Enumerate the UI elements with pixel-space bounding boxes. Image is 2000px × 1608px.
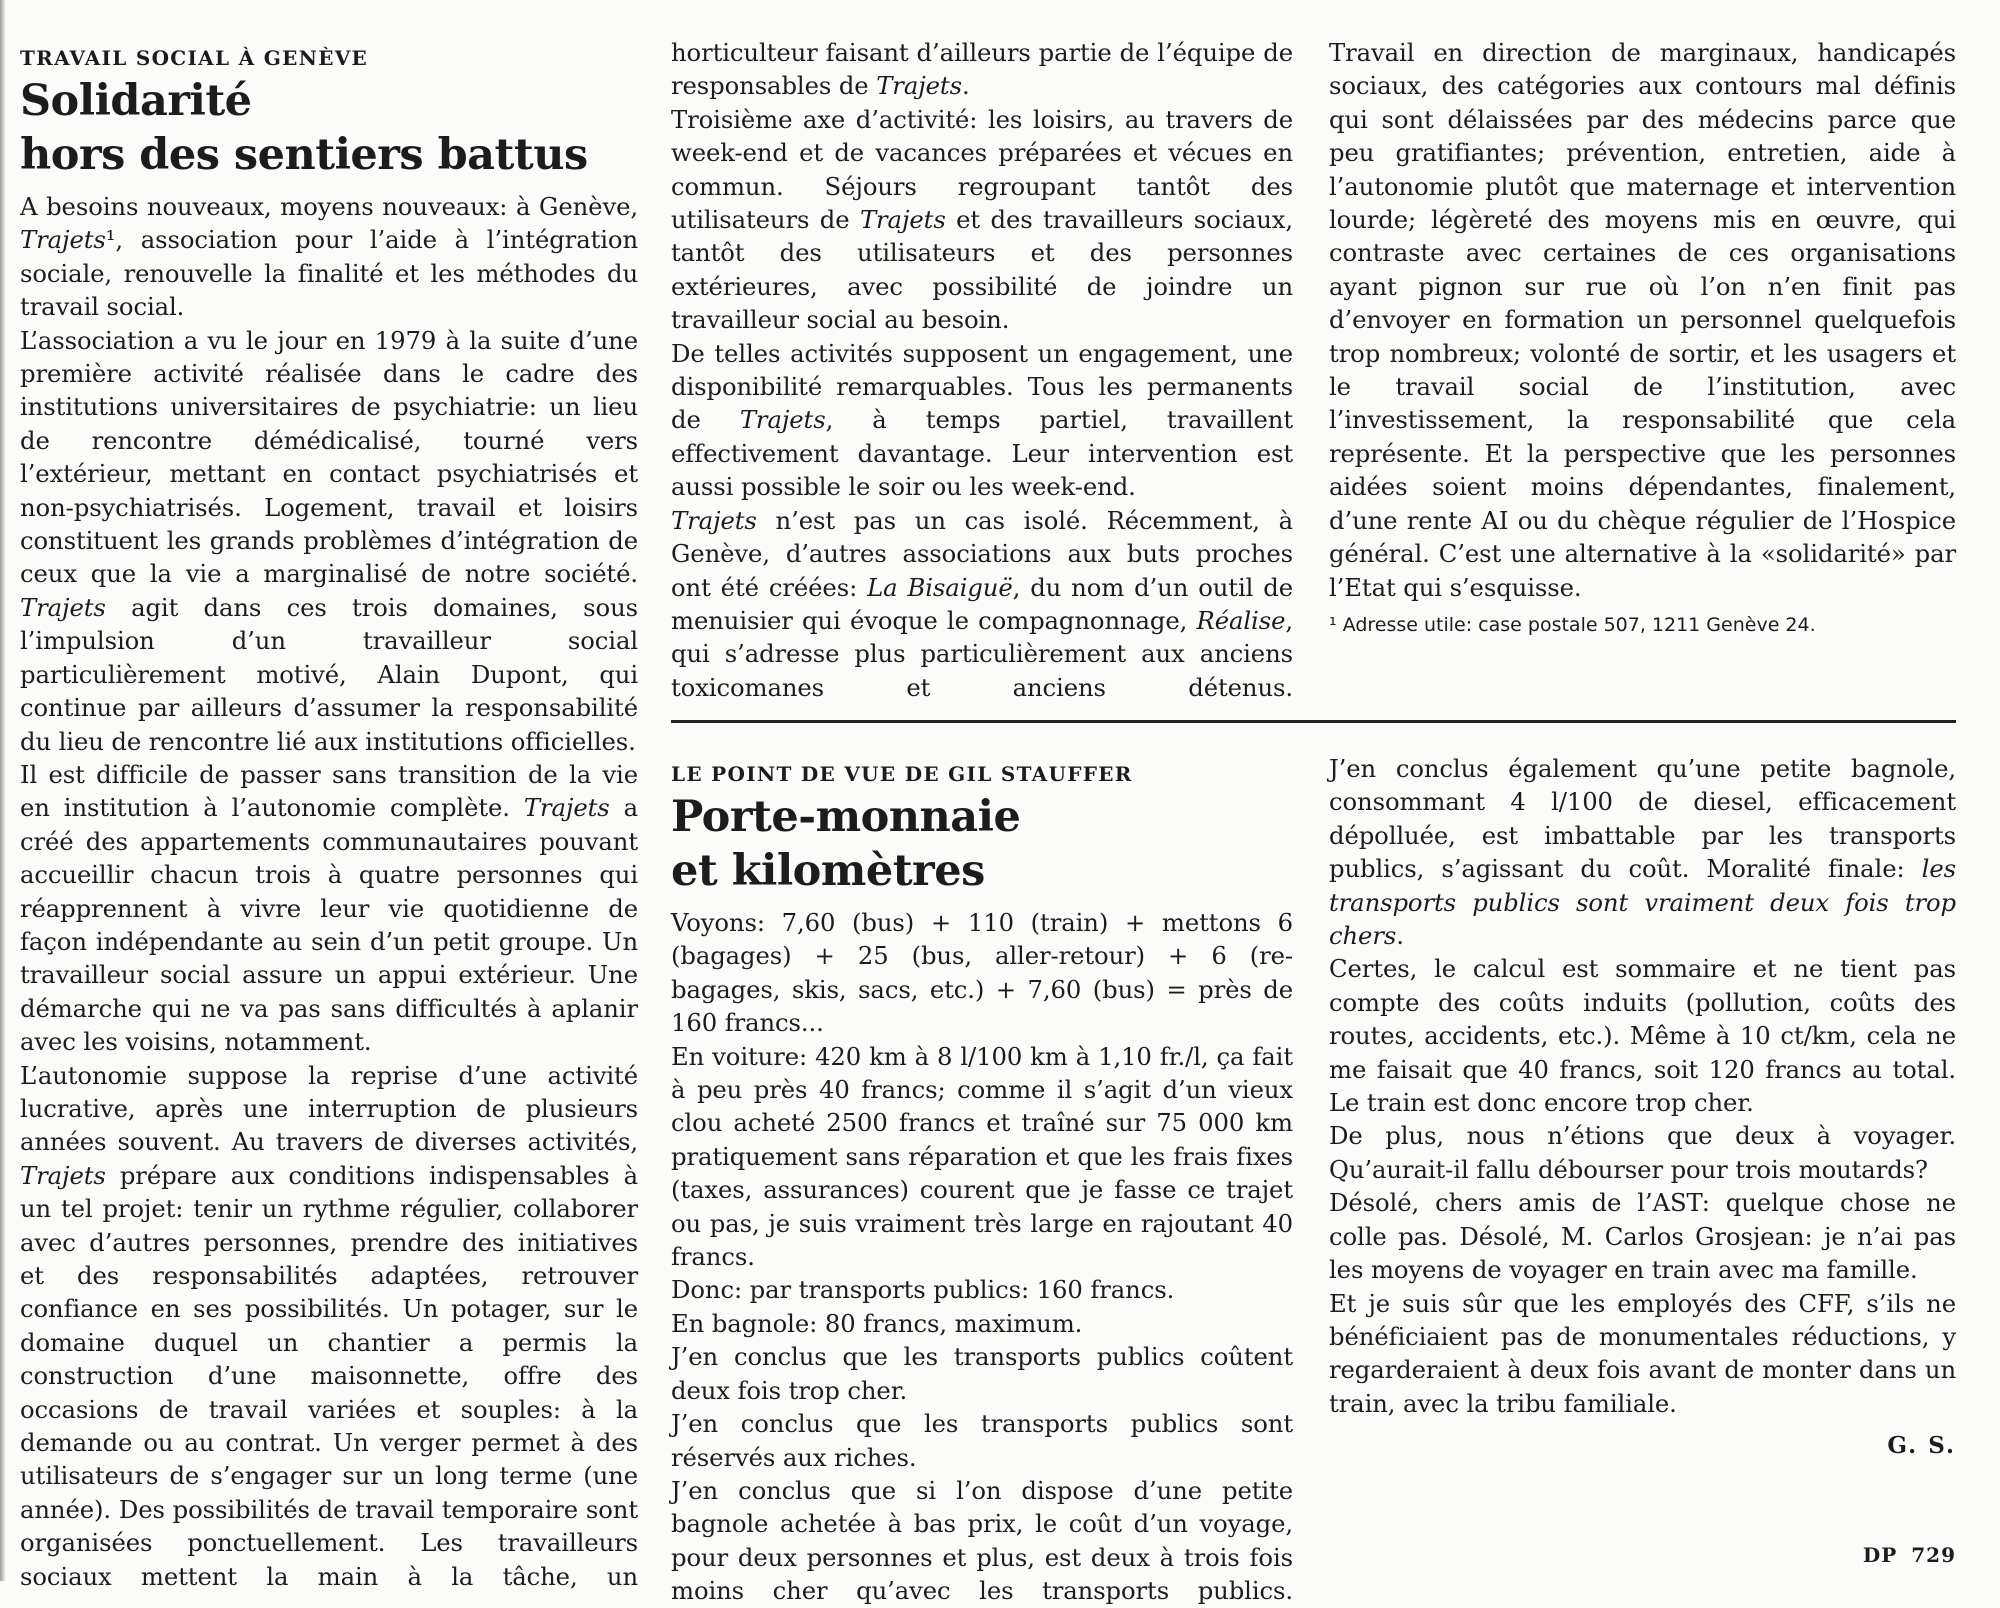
paragraph: J’en conclus que si l’on dispose d’une petite bagnole achetée à bas prix, le coût d’un voyage, pour deux personnes et plus, est deux à trois fois moins cher qu’avec les transports publics.: [671, 1475, 1293, 1606]
page-number-value: 729: [1911, 1543, 1956, 1567]
article1-kicker: TRAVAIL SOCIAL À GENÈVE: [20, 46, 369, 70]
paragraph: Voyons: 7,60 (bus) + 110 (train) + mettons 6 (bagages) + 25 (bus, aller-retour) + 6 (re-bagages, skis, sacs, etc.) + 7,60 (bus) = près de 160 francs...: [671, 908, 1293, 1038]
paragraph: Certes, le calcul est sommaire et ne tient pas compte des coûts induits (pollution, coûts des routes, accidents, etc.). Même à 10 ct/km, cela ne me faisait que 40 francs, soit 120 francs au total. Le train est donc encore trop cher.: [1329, 954, 1956, 1118]
paragraph: L’autonomie suppose la reprise d’une activité lucrative, après une interruption de plusieurs années souvent. Au travers de diverses activités, Trajets prépare aux conditions indispensables à un tel projet: tenir un rythme régulier, collaborer avec d’autres personnes, prendre des initiatives et des responsabilités adaptées, retrouver confiance en ses possibilités. Un potager, sur le domaine duquel un chantier a permis la construction d’une maisonnette, offre des occasions de travail variées et souples: à la demande ou au contrat. Un verger permet à des utilisateurs de s’engager sur un long terme (une année). Des possibilités de travail temporaire sont organisées ponctuellement. Les travailleurs sociaux mettent la main à la tâche, un: [20, 1060, 638, 1591]
paragraph: Troisième axe d’activité: les loisirs, au travers de week-end et de vacances préparées et vécues en commun. Séjours regroupant tantôt des utilisateurs de Trajets et des travailleurs sociaux, tantôt des utilisateurs et des personnes extérieures, avec possibilité de joindre un travailleur social au besoin.: [671, 104, 1293, 335]
page-edge-shadow: [0, 0, 6, 1581]
paragraph: Trajets n’est pas un cas isolé. Récemment, à Genève, d’autres associations aux buts proches ont été créées: La Bisaiguë, du nom d’un outil de menuisier qui évoque le compagnonnage, Réalise, qui s’adresse plus particulièrement aux anciens toxicomanes et anciens détenus.: [671, 505, 1293, 702]
paragraph: J’en conclus que les transports publics coûtent deux fois trop cher.: [671, 1342, 1293, 1405]
paragraph: Travail en direction de marginaux, handicapés sociaux, des catégories aux contours mal définis qui sont délaissées par des médecins parce que peu gratifiantes; prévention, entretien, aide à l’autonomie plutôt que maternage et intervention lourde; légèreté des moyens mis en œuvre, qui contraste avec certaines de ces organisations ayant pignon sur rue où l’on n’en finit pas d’envoyer en formation un personnel quelquefois trop nombreux; volonté de sortir, et les usagers et le travail social de l’institution, avec l’investissement, la responsabilité que cela représente. Et la perspective que les personnes aidées soient moins dépendantes, finalement, d’une rente AI ou du chèque régulier de l’Hospice général. C’est une alternative à la «solidarité» par l’Etat qui s’esquisse.: [1329, 38, 1956, 602]
paragraph: Désolé, chers amis de l’AST: quelque chose ne colle pas. Désolé, M. Carlos Grosjean: je n’ai pas les moyens de voyager en train avec ma famille.: [1329, 1188, 1956, 1285]
paragraph: En bagnole: 80 francs, maximum.: [671, 1308, 1083, 1338]
paragraph: De plus, nous n’étions que deux à voyager. Qu’aurait-il fallu débourser pour trois moutards?: [1329, 1121, 1956, 1184]
paragraph: J’en conclus également qu’une petite bagnole, consommant 4 l/100 de diesel, efficacement dépolluée, est imbattable par les transports publics, s’agissant du coût. Moralité finale: les transports publics sont vraiment deux fois trop chers.: [1329, 754, 1956, 951]
article1-title: [20, 74, 638, 182]
paragraph: Donc: par transports publics: 160 francs.: [671, 1275, 1175, 1305]
article2-signature: G. S.: [1887, 1432, 1956, 1460]
article1-column-3: [1329, 36, 1956, 640]
article1-column-1: [20, 36, 638, 1593]
paragraph: J’en conclus que les transports publics sont réservés aux riches.: [671, 1409, 1293, 1472]
article1-title-line1: Solidarité: [20, 76, 252, 126]
article2-title-line1: Porte-monnaie: [671, 792, 1021, 842]
article2-title-line2: et kilomètres: [671, 846, 985, 896]
paragraph: A besoins nouveaux, moyens nouveaux: à Genève, Trajets¹, association pour l’aide à l’intégration sociale, renouvelle la finalité et les méthodes du travail social.: [20, 192, 638, 322]
article2-title: [671, 790, 1293, 898]
paragraph-continued: horticulteur faisant d’ailleurs partie de l’équipe de responsables de Trajets.: [671, 38, 1293, 101]
paragraph: Et je suis sûr que les employés des CFF, s’ils ne bénéficiaient pas de monumentales réductions, y regarderaient à deux fois avant de monter dans un train, avec la tribu familiale.: [1329, 1288, 1956, 1418]
section-divider: [671, 720, 1956, 723]
article1-column-2: [671, 36, 1293, 704]
paragraph: Il est difficile de passer sans transition de la vie en institution à l’autonomie complète. Trajets a créé des appartements communautaires pouvant accueillir chacun trois à quatre personnes qui réapprennent à vivre leur vie quotidienne de façon indépendante au sein d’un petit groupe. Un travailleur social assure un appui extérieur. Une démarche qui ne va pas sans difficultés à aplanir avec les voisins, notamment.: [20, 759, 639, 1057]
article1-title-line2: hors des sentiers battus: [20, 130, 588, 180]
paragraph: En voiture: 420 km à 8 l/100 km à 1,10 fr./l, ça fait à peu près 40 francs; comme il s’agit d’un vieux clou acheté 2500 francs et traîné sur 75 000 km pratiquement sans réparation et que les frais fixes (taxes, assurances) courent que je fasse ce trajet ou pas, je suis vraiment très large en rajoutant 40 francs.: [671, 1041, 1293, 1272]
paragraph: De telles activités supposent un engagement, une disponibilité remarquables. Tous les permanents de Trajets, à temps partiel, travaillent effectivement davantage. Leur intervention est aussi possible le soir ou les week-end.: [671, 338, 1294, 502]
article2-column-2: [1329, 752, 1956, 1459]
page-number-label: DP: [1862, 1543, 1898, 1567]
article2-kicker: LE POINT DE VUE DE GIL STAUFFER: [671, 762, 1133, 786]
page-number: [1863, 1543, 1956, 1567]
article2-column-1: [671, 752, 1293, 1608]
paragraph: L’association a vu le jour en 1979 à la suite d’une première activité réalisée dans le cadre des institutions universitaires de psychiatrie: un lieu de rencontre démédicalisé, tourné vers l’extérieur, mettant en contact psychiatrisés et non-psychiatrisés. Logement, travail et loisirs constituent les grands problèmes d’intégration de ceux que la vie a marginalisé de notre société. Trajets agit dans ces trois domaines, sous l’impulsion d’un travailleur social particulièrement motivé, Alain Dupont, qui continue par ailleurs d’assumer la responsabilité du lieu de rencontre lié aux institutions officielles.: [20, 325, 638, 756]
article1-footnote: ¹ Adresse utile: case postale 507, 1211 Genève 24.: [1329, 613, 1816, 636]
